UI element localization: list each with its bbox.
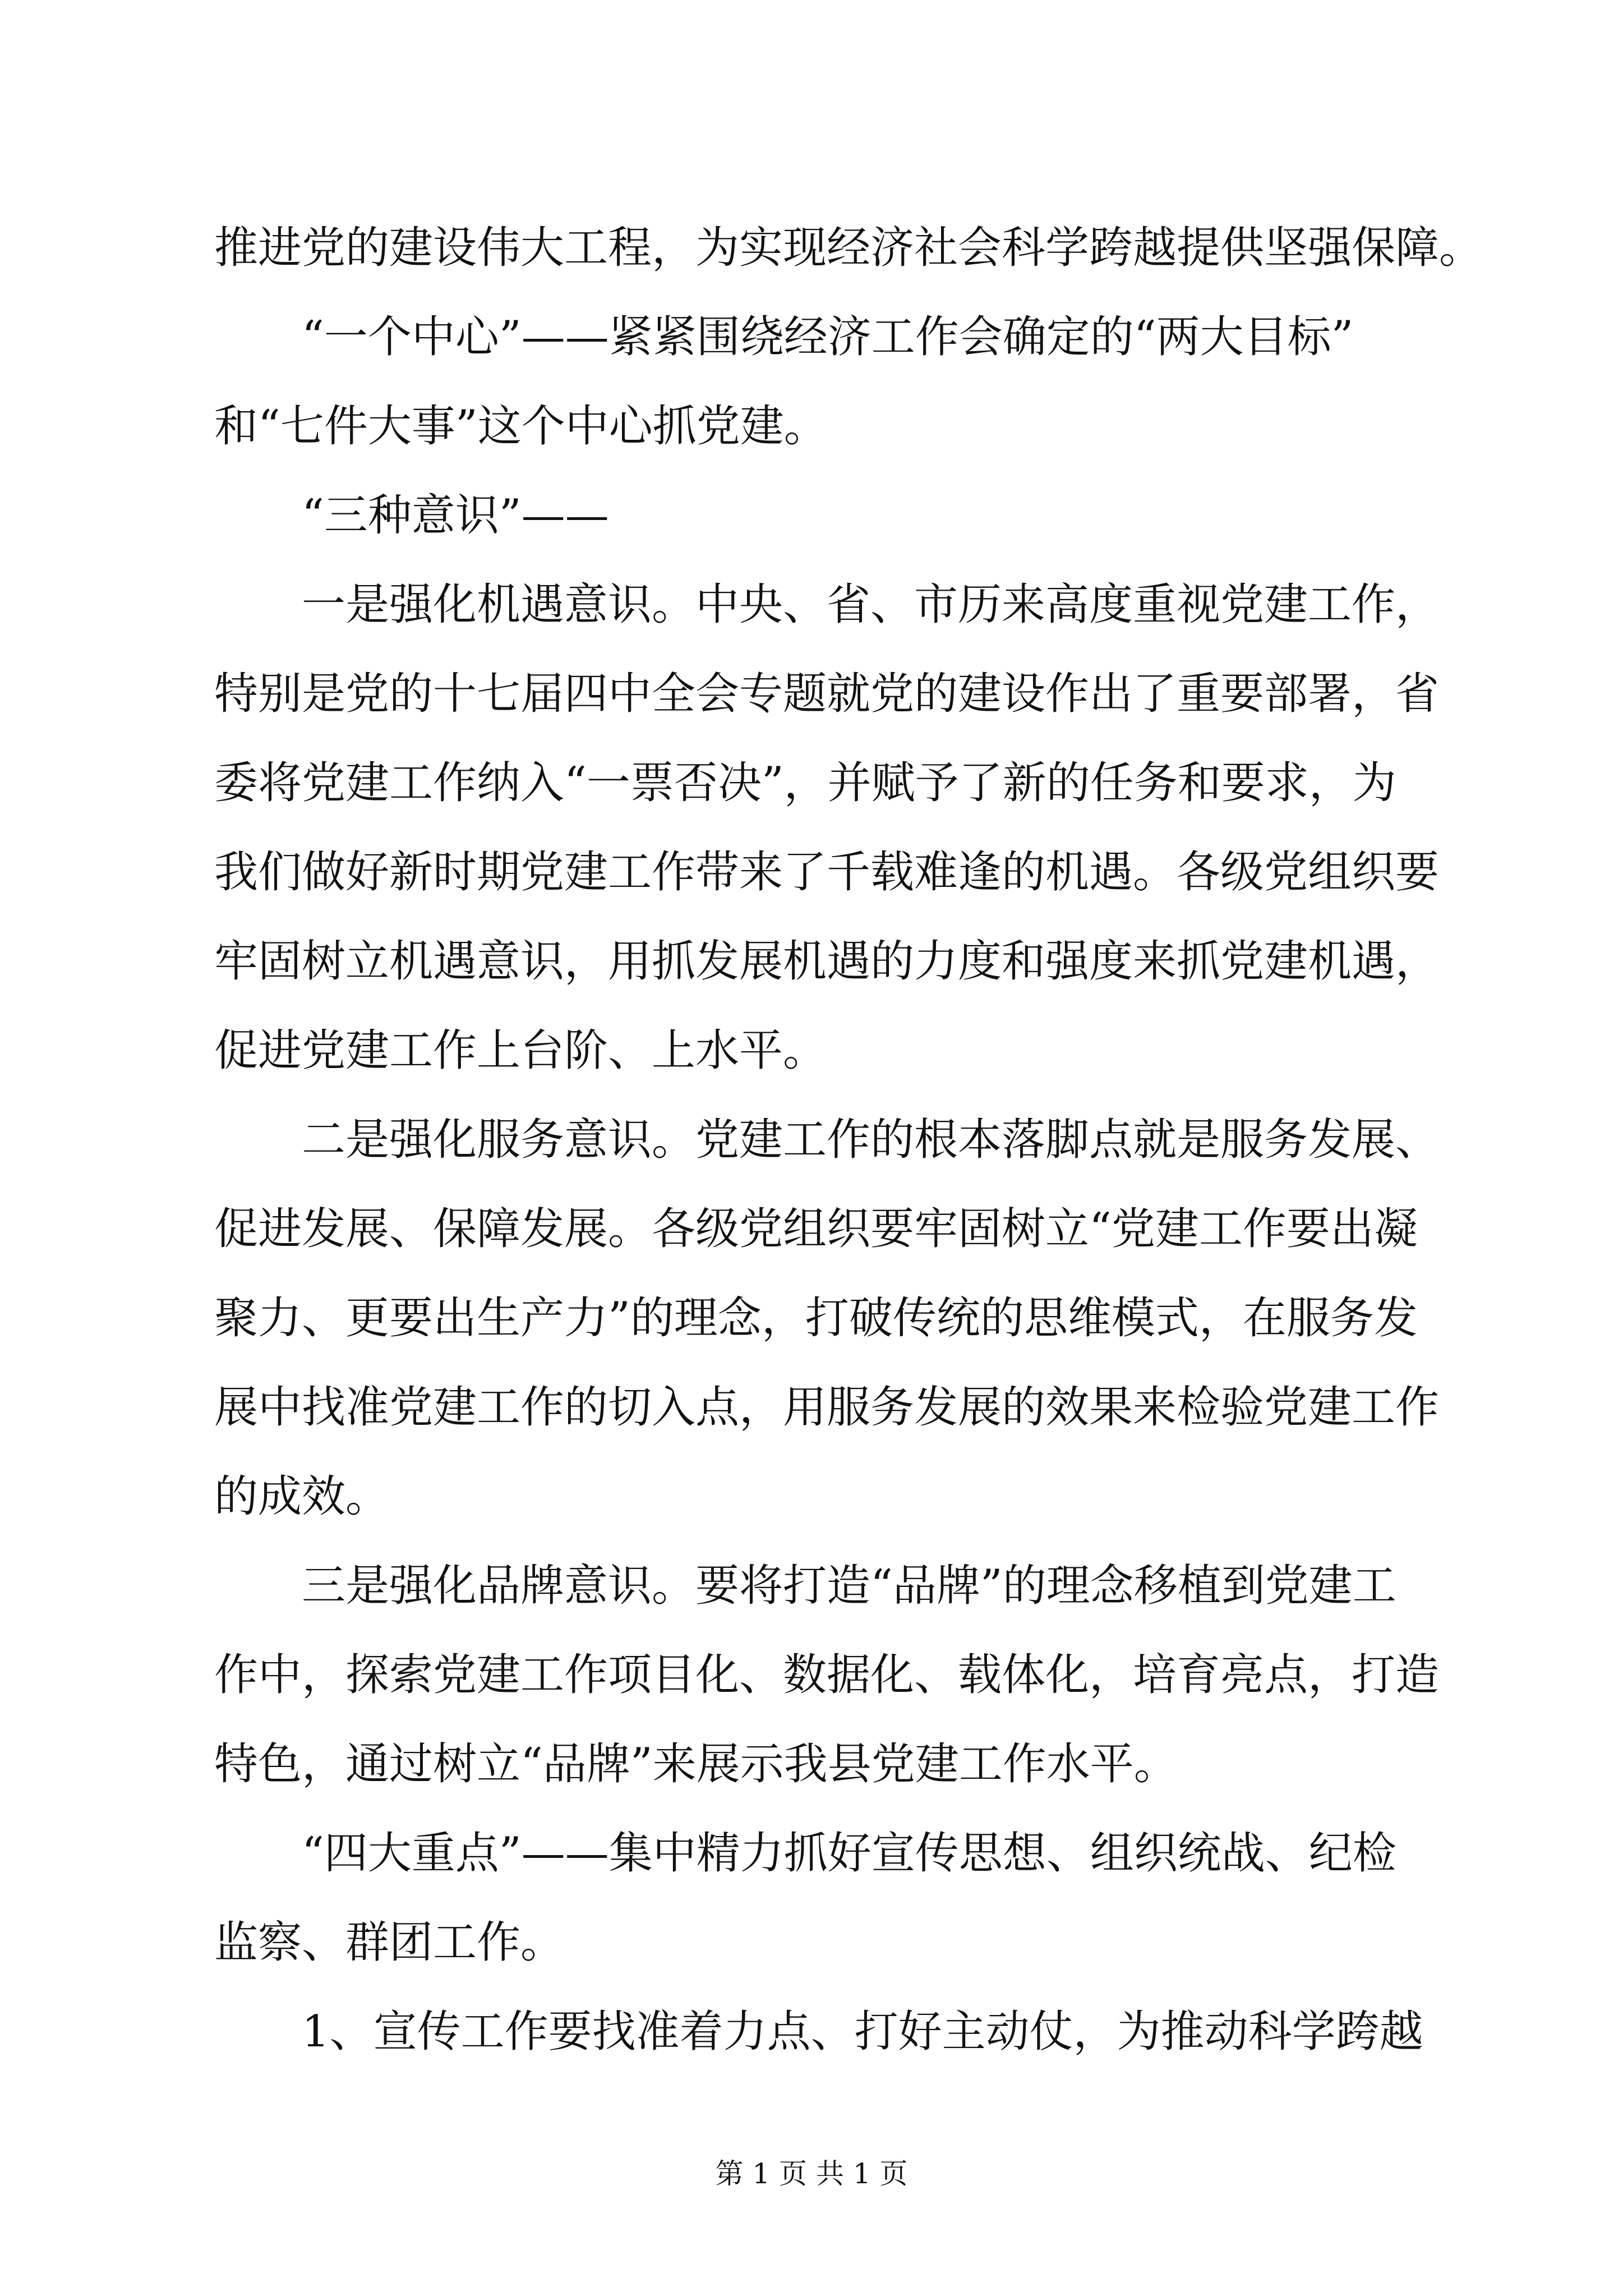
text-line-1: 推进党的建设伟大工程，为实现经济社会科学跨越提供坚强保障。 — [214, 223, 1483, 273]
text-line-18: 特色，通过树立“品牌”来展示我县党建工作水平。 — [214, 1739, 1178, 1789]
text-line-12: 促进发展、保障发展。各级党组织要牢固树立“党建工作要出凝 — [214, 1204, 1418, 1254]
text-line-20: 监察、群团工作。 — [214, 1917, 565, 1968]
text-line-2: “一个中心”——紧紧围绕经济工作会确定的“两大目标” — [302, 312, 1354, 362]
text-line-9: 牢固树立机遇意识，用抓发展机遇的力度和强度来抓党建机遇， — [214, 936, 1440, 987]
text-line-10: 促进党建工作上台阶、上水平。 — [214, 1025, 827, 1076]
text-line-14: 展中找准党建工作的切入点，用服务发展的效果来检验党建工作 — [214, 1382, 1440, 1433]
text-line-7: 委将党建工作纳入“一票否决”，并赋予了新的任务和要求，为 — [214, 758, 1396, 808]
text-line-5: 一是强化机遇意识。中央、省、市历来高度重视党建工作， — [302, 579, 1440, 630]
text-line-6: 特别是党的十七届四中全会专题就党的建设作出了重要部署，省 — [214, 669, 1440, 719]
text-line-13: 聚力、更要出生产力”的理念，打破传统的思维模式，在服务发 — [214, 1293, 1418, 1343]
text-line-11: 二是强化服务意识。党建工作的根本落脚点就是服务发展、 — [302, 1115, 1440, 1165]
text-line-19: “四大重点”——集中精力抓好宣传思想、组织统战、纪检 — [302, 1828, 1396, 1879]
text-line-4: “三种意识”—— — [302, 490, 609, 541]
page-footer: 第 1 页 共 1 页 — [715, 2157, 908, 2190]
text-line-17: 作中，探索党建工作项目化、数据化、载体化，培育亮点，打造 — [214, 1650, 1440, 1700]
text-line-21: 1、宣传工作要找准着力点、打好主动仗，为推动科学跨越 — [302, 2007, 1423, 2057]
text-line-15: 的成效。 — [214, 1471, 390, 1522]
text-line-3: 和“七件大事”这个中心抓党建。 — [214, 401, 828, 452]
text-line-8: 我们做好新时期党建工作带来了千载难逢的机遇。各级党组织要 — [214, 847, 1440, 898]
text-line-16: 三是强化品牌意识。要将打造“品牌”的理念移植到党建工 — [302, 1561, 1396, 1611]
